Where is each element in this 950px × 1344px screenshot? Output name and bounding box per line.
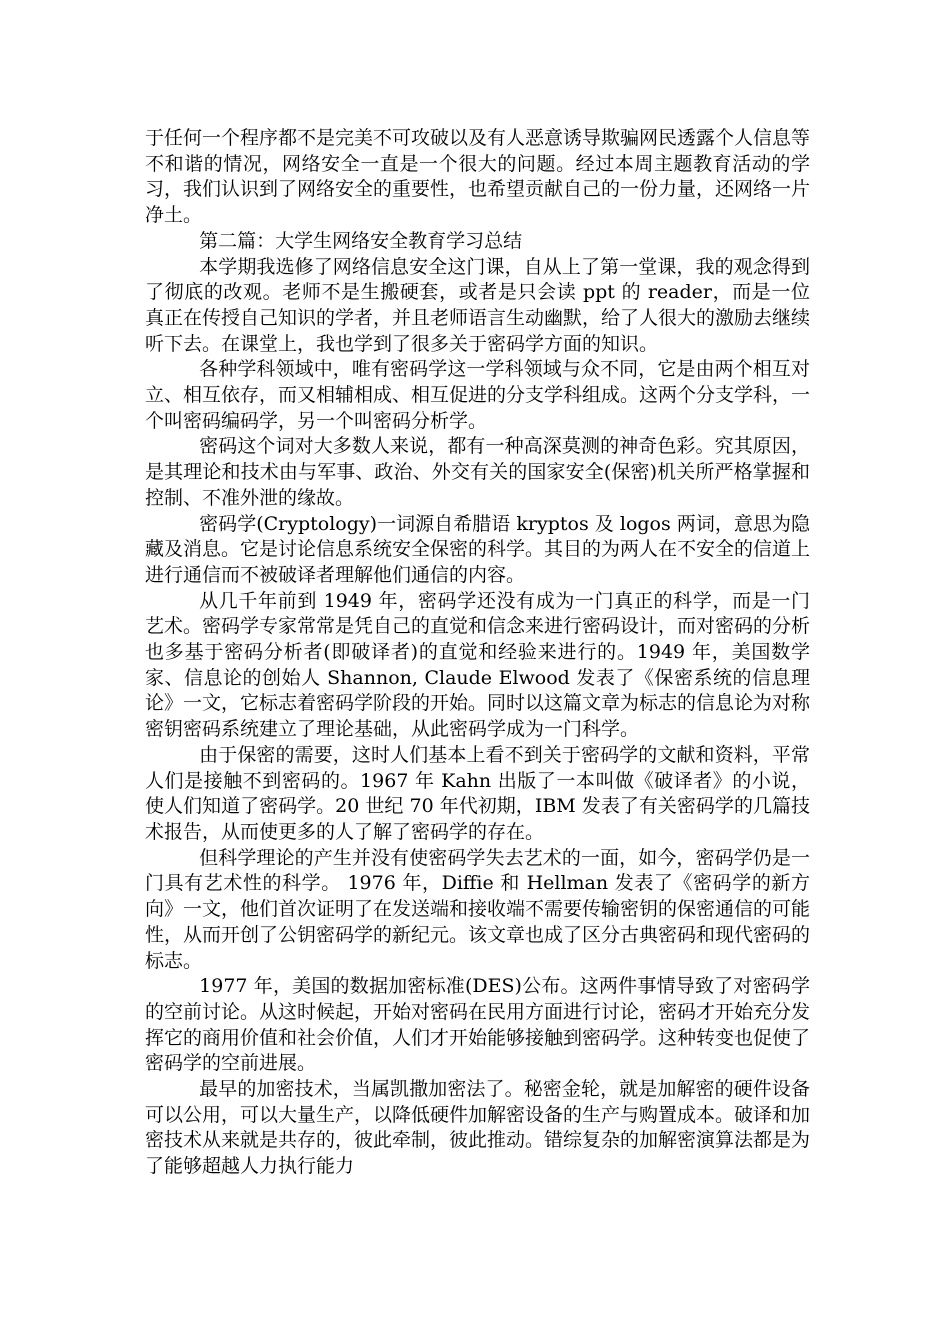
paragraph: 从几千年前到 1949 年，密码学还没有成为一门真正的科学，而是一门艺术。密码学专家常常是凭自己的直觉和信念来进行密码设计，而对密码的分析也多基于密码分析者(即破译者)的直觉和经验来进行的。1949 年，美国数学家、信息论的创始人 Shannon, Claude Elwood 发表了《保密系统的信息理论》一文，它标志着密码学阶段的开始。同时以这篇文章为标志的信息论为对称密钥密码系统建立了理论基础，从此密码学成为一门科学。 xyxy=(145,589,811,741)
paragraph: 各种学科领域中，唯有密码学这一学科领域与众不同，它是由两个相互对立、相互依存，而又相辅相成、相互促进的分支学科组成。这两个分支学科，一个叫密码编码学，另一个叫密码分析学。 xyxy=(145,358,811,432)
paragraph: 1977 年，美国的数据加密标准(DES)公布。这两件事情导致了对密码学的空前讨论。从这时候起，开始对密码在民用方面进行讨论，密码才开始充分发挥它的商用价值和社会价值，人们才开始能够接触到密码学。这种转变也促使了密码学的空前进展。 xyxy=(145,975,811,1075)
section-heading: 第二篇：大学生网络安全教育学习总结 xyxy=(199,229,523,252)
paragraph: 最早的加密技术，当属凯撒加密法了。秘密金轮，就是加解密的硬件设备可以公用，可以大量生产，以降低硬件加解密设备的生产与购置成本。破译和加密技术从来就是共存的，彼此牵制，彼此推动。错综复杂的加解密演算法都是为了能够超越人力执行能力 xyxy=(145,1078,811,1178)
paragraph: 密码这个词对大多数人来说，都有一种高深莫测的神奇色彩。究其原因，是其理论和技术由与军事、政治、外交有关的国家安全(保密)机关所严格掌握和控制、不准外泄的缘故。 xyxy=(145,435,810,509)
document-body xyxy=(145,126,810,1180)
paragraph: 密码学(Cryptology)一词源自希腊语 kryptos 及 logos 两词，意思为隐藏及消息。它是讨论信息系统安全保密的科学。其目的为两人在不安全的信道上进行通信而不被破译者理解他们通信的内容。 xyxy=(145,512,811,586)
paragraph: 由于保密的需要，这时人们基本上看不到关于密码学的文献和资料，平常人们是接触不到密码的。1967 年 Kahn 出版了一本叫做《破译者》的小说，使人们知道了密码学。20 世纪 70 年代初期，IBM 发表了有关密码学的几篇技术报告，从而使更多的人了解了密码学的存在。 xyxy=(145,743,810,843)
paragraph-intro-continuation: 于任何一个程序都不是完美不可攻破以及有人恶意诱导欺骗网民透露个人信息等不和谐的情况，网络安全一直是一个很大的问题。经过本周主题教育活动的学习，我们认识到了网络安全的重要性，也希望贡献自己的一份力量，还网络一片净土。 xyxy=(145,127,811,227)
paragraph: 本学期我选修了网络信息安全这门课，自从上了第一堂课，我的观念得到了彻底的改观。老师不是生搬硬套，或者是只会读 ppt 的 reader，而是一位真正在传授自己知识的学者，并且老师语言生动幽默，给了人很大的激励去继续听下去。在课堂上，我也学到了很多关于密码学方面的知识。 xyxy=(145,255,811,355)
paragraph: 但科学理论的产生并没有使密码学失去艺术的一面，如今，密码学仍是一门具有艺术性的科学。 1976 年，Diffie 和 Hellman 发表了《密码学的新方向》一文，他们首次证明了在发送端和接收端不需要传输密钥的保密通信的可能性，从而开创了公钥密码学的新纪元。该文章也成了区分古典密码和现代密码的标志。 xyxy=(145,846,811,972)
